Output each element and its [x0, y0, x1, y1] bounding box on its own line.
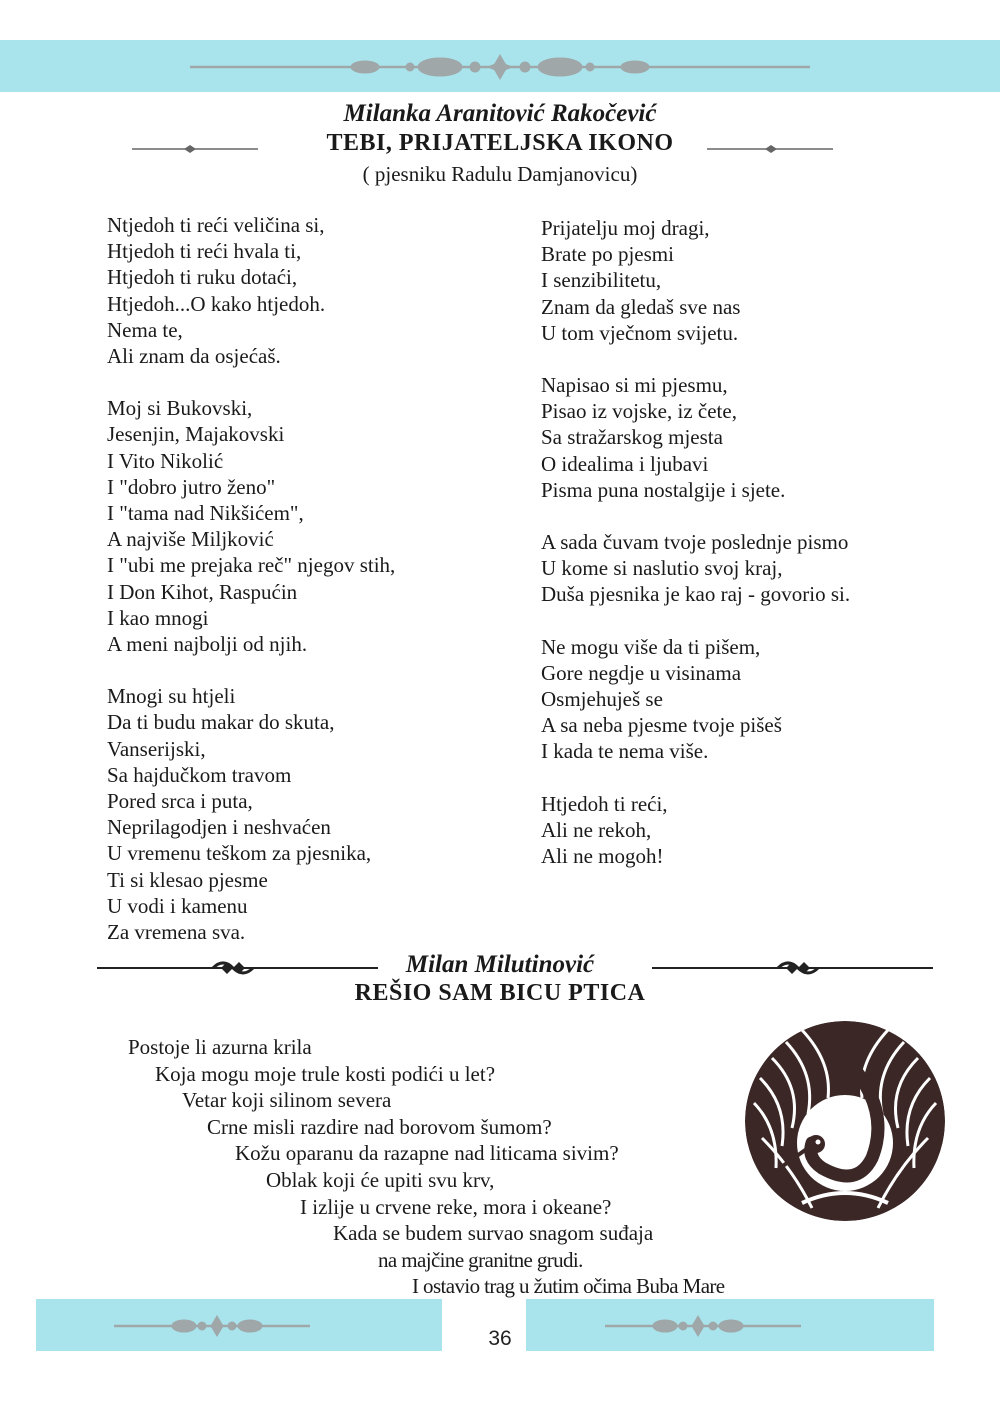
verse-line: Htjedoh ti reći, — [541, 791, 668, 816]
verse-line: Mnogi su htjeli — [107, 684, 236, 709]
verse-line: Htjedoh ti reći hvala ti, — [107, 239, 302, 264]
verse-line: U kome si naslutio svoj kraj, — [541, 556, 783, 581]
verse-line: I Don Kihot, Raspućin — [107, 579, 298, 604]
verse-line: Kada se budem survao snagom suđaja — [333, 1221, 654, 1246]
verse-line: Htjedoh ti ruku dotaći, — [107, 265, 298, 290]
verse-line: Pisma puna nostalgije i sjete. — [541, 477, 786, 502]
stanza — [541, 791, 850, 870]
stanza — [107, 212, 395, 369]
verse-line: Ntjedoh ti reći veličina si, — [107, 213, 325, 237]
verse-line: na majčine granitne grudi. — [378, 1247, 583, 1272]
verse-line: I "ubi me prejaka reč" njegov stih, — [107, 553, 396, 578]
verse-line: Duša pjesnika je kao raj - govorio si. — [541, 582, 851, 607]
verse-line: I "tama nad Nikšićem", — [107, 501, 304, 526]
verse-line: Oblak koji će upiti svu krv, — [266, 1167, 495, 1192]
verse-line: Osmjehuješ se — [541, 687, 663, 712]
verse-line: Htjedoh...O kako htjedoh. — [107, 291, 326, 316]
crane-crest-icon — [742, 1018, 948, 1224]
verse-line: Nema te, — [107, 317, 183, 342]
verse-line: Ne mogu više da ti pišem, — [541, 634, 761, 659]
stanza — [541, 372, 850, 503]
poem1-right-column — [541, 215, 850, 869]
verse-line: I Vito Nikolić — [107, 448, 224, 473]
verse-line: Sa hajdučkom travom — [107, 762, 292, 787]
verse-line: Vanserijski, — [107, 736, 206, 761]
verse-line: A sada čuvam tvoje poslednje pismo — [541, 530, 849, 555]
verse-line: Pisao iz vojske, iz čete, — [541, 399, 737, 424]
verse-line: O idealima i ljubavi — [541, 451, 709, 476]
verse-line: I kao mnogi — [107, 605, 209, 630]
right-scroll-divider-icon — [650, 958, 935, 978]
verse-line: I ostavio trag u žutim očima Buba Mare — [412, 1274, 725, 1299]
verse-line: U vremenu teškom za pjesnika, — [107, 841, 372, 866]
verse-line: Znam da gledaš sve nas — [541, 294, 741, 319]
poem2-body — [0, 1034, 725, 1300]
verse-line: I "dobro jutro ženo" — [107, 474, 276, 499]
verse-line: A meni najbolji od njih. — [107, 632, 308, 657]
verse-line: Napisao si mi pjesmu, — [541, 373, 728, 398]
verse-line: I kada te nema više. — [541, 739, 709, 764]
stanza — [107, 683, 395, 945]
verse-line: Vetar koji silinom severa — [182, 1088, 392, 1113]
verse-line: Sa stražarskog mjesta — [541, 425, 723, 450]
verse-line: A najviše Miljković — [107, 527, 274, 552]
stanza — [541, 529, 850, 608]
verse-line: Koja mogu moje trule kosti podići u let? — [155, 1061, 496, 1086]
verse-line: U tom vječnom svijetu. — [541, 320, 739, 345]
verse-line: Kožu oparanu da razapne nad liticama sivim? — [235, 1141, 619, 1166]
flourish-ornament-icon — [185, 54, 815, 80]
verse-line: Ali ne mogoh! — [541, 844, 664, 869]
poem2-title: REŠIO SAM BICU PTICA — [354, 980, 646, 1006]
verse-line: Jesenjin, Majakovski — [107, 422, 285, 447]
stanza — [541, 634, 850, 765]
verse-line: Gore negdje u visinama — [541, 660, 742, 685]
verse-line: Pored srca i puta, — [107, 789, 253, 814]
stanza — [107, 395, 395, 657]
verse-line: Postoje li azurna krila — [128, 1035, 312, 1059]
stanza — [541, 215, 850, 346]
verse-line: Brate po pjesmi — [541, 242, 674, 267]
right-divider-ornament-icon — [705, 143, 835, 155]
poem1-left-column — [107, 212, 395, 945]
poem1-dedication: ( pjesniku Radulu Damjanovicu) — [362, 162, 638, 186]
verse-line: I senzibilitetu, — [541, 268, 662, 293]
verse-line: Ali znam da osjećaš. — [107, 344, 281, 369]
poem2-author: Milan Milutinović — [405, 951, 595, 978]
page-number: 36 — [488, 1327, 512, 1350]
verse-line: Moj si Bukovski, — [107, 396, 253, 421]
poem1-author: Milanka Aranitović Rakočević — [343, 100, 657, 127]
verse-line: U vodi i kamenu — [107, 893, 248, 918]
verse-line: Crne misli razdire nad borovom šumom? — [207, 1114, 552, 1139]
verse-line: Prijatelju moj dragi, — [541, 216, 710, 240]
poem1-title: TEBI, PRIJATELJSKA IKONO — [326, 130, 674, 156]
verse-line: Ali ne rekoh, — [541, 817, 652, 842]
verse-line: Za vremena sva. — [107, 920, 246, 945]
verse-line: I izlije u crvene reke, mora i okeane? — [300, 1194, 612, 1219]
verse-line: Neprilagodjen i neshvaćen — [107, 815, 331, 840]
verse-line: Da ti budu makar do skuta, — [107, 710, 335, 735]
verse-line: A sa neba pjesme tvoje pišeš — [541, 713, 782, 738]
verse-line: Ti si klesao pjesme — [107, 867, 268, 892]
